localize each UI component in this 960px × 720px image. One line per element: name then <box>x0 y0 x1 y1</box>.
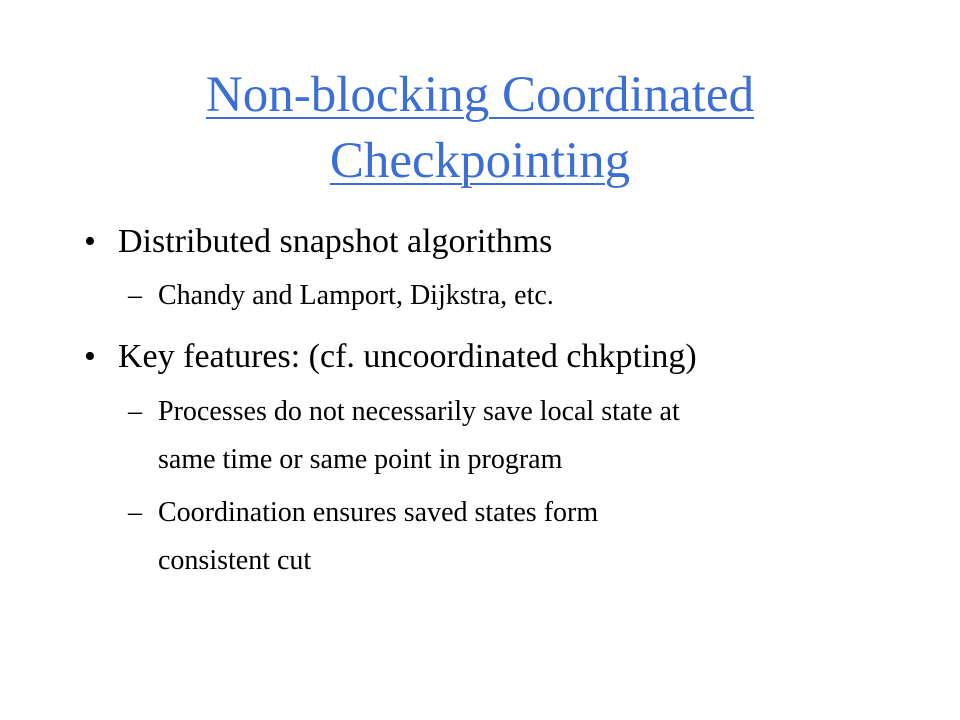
sub-bullet-item <box>128 279 554 313</box>
dash-mark: – <box>128 497 142 528</box>
dash-mark: – <box>128 396 142 427</box>
sub-bullet-text: Processes do not necessarily save local state at <box>158 396 680 427</box>
bullet-text: Key features: (cf. uncoordinated chkpting) <box>118 338 697 375</box>
sub-bullet-continuation: same time or same point in program <box>158 444 563 475</box>
bullet-mark: • <box>84 223 96 260</box>
bullet-mark: • <box>84 338 96 375</box>
sub-bullet-text: Coordination ensures saved states form <box>158 497 599 528</box>
sub-bullet-item <box>128 496 598 530</box>
sub-bullet-item <box>128 395 680 429</box>
bullet-text: Distributed snapshot algorithms <box>118 223 553 260</box>
bullet-item <box>84 222 552 262</box>
slide-title-line-1: Non-blocking Coordinated <box>205 67 755 123</box>
dash-mark: – <box>128 280 142 311</box>
bullet-item <box>84 337 697 377</box>
slide-title-line-2: Checkpointing <box>329 133 631 189</box>
sub-bullet-continuation: consistent cut <box>158 545 312 576</box>
sub-bullet-text: Chandy and Lamport, Dijkstra, etc. <box>158 280 554 311</box>
